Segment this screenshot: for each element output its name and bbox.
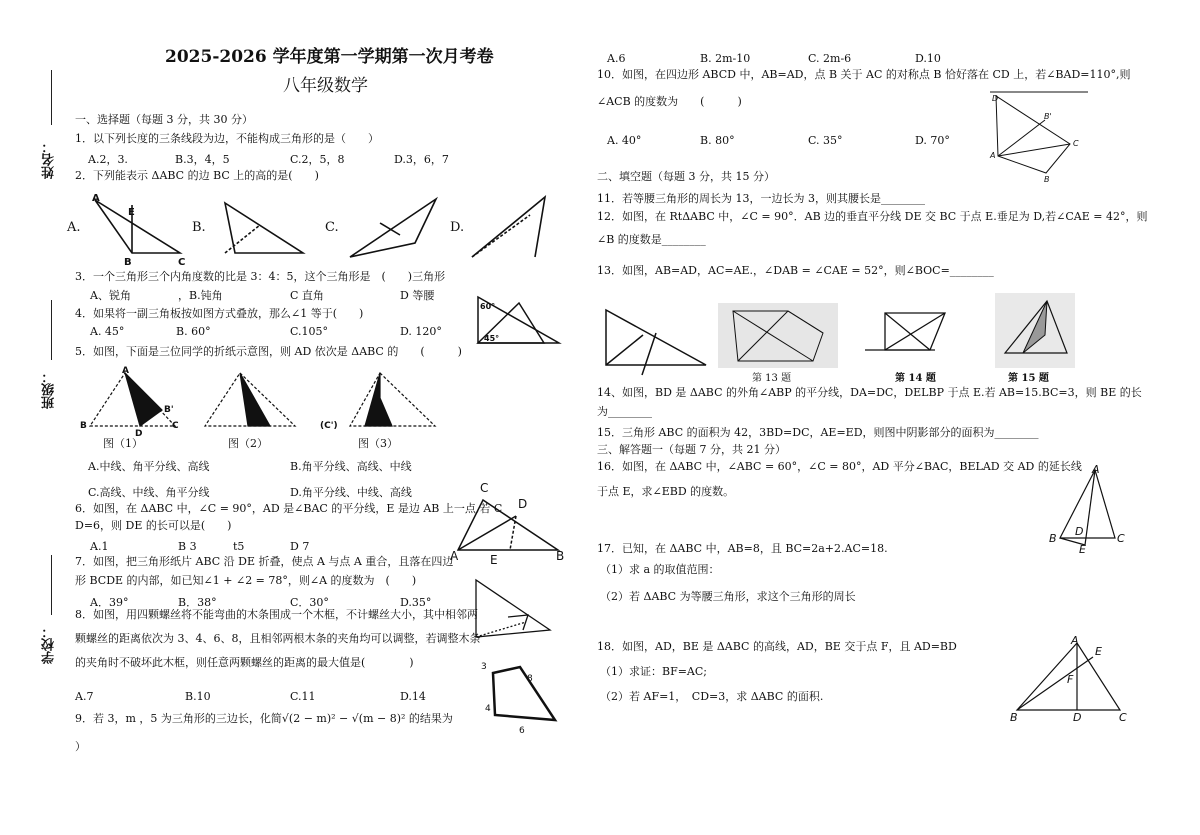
q2-option-d: D. <box>450 220 465 235</box>
binding-line-bottom <box>51 555 52 615</box>
q6-text-line1: 6．如图，在 ΔABC 中，∠C = 90°，AD 是∠BAC 的平分线，E 是边 AB 上一点,若 C <box>75 502 503 515</box>
q10-option-c: C. 35° <box>808 134 843 147</box>
q6-option-d: D 7 <box>290 540 310 553</box>
q13-caption: 第 13 题 <box>752 373 792 384</box>
q18-label-f: F <box>1067 673 1074 686</box>
q7-figure <box>468 575 558 645</box>
q15-figure <box>995 293 1075 368</box>
q8-label-3: 3 <box>481 662 487 672</box>
q13-text: 13．如图，AB=AD，AC=AE.，∠DAB = ∠CAE = 52°，则∠BOC=________ <box>597 264 994 277</box>
q17-text: 17．已知，在 ΔABC 中，AB=8，且 BC=2a+2.AC=18. <box>597 542 888 555</box>
q14-caption: 第 14 题 <box>895 373 936 384</box>
q3-text: 3．一个三角形三个内角度数的比是 3：4：5，这个三角形是 ( )三角形 <box>75 270 446 283</box>
q18-text: 18．如图，AD，BE 是 ΔABC 的高线，AD，BE 交于点 F，且 AD=BD <box>597 640 957 653</box>
q8-text-line3: 的夹角时不破坏此木框，则任意两颗螺丝的距离的最大值是( ) <box>75 656 414 669</box>
q5-option-d: D.角平分线、中线、高线 <box>290 486 412 499</box>
q6-option-b: B 3 <box>178 540 197 553</box>
q7-option-d: D.35° <box>400 596 432 609</box>
q3-option-d: D 等腰 <box>400 289 435 302</box>
q10-text-line2: ∠ACB 的度数为 ( ) <box>597 95 742 108</box>
q5-label-b: B <box>80 421 87 431</box>
q1-option-d: D.3，6，7 <box>394 153 449 166</box>
q8-label-8: 8 <box>527 674 533 684</box>
q5-label-c: C <box>172 421 179 431</box>
q9-option-d: D.10 <box>915 52 941 65</box>
q2-figures <box>60 185 580 270</box>
q14-text-line2: 为________ <box>597 405 652 418</box>
q18-label-c: C <box>1119 711 1127 724</box>
q15-caption: 第 15 题 <box>1008 373 1049 384</box>
q5-caption-3: 图（3） <box>358 437 398 450</box>
q7-option-c: C．30° <box>290 596 329 609</box>
q4-option-c: C.105° <box>290 325 329 338</box>
q8-option-b: B.10 <box>185 690 211 703</box>
q4-text: 4．如果将一副三角板按如图方式叠放，那么∠1 等于( ) <box>75 307 364 320</box>
q3-option-b: ，B.钝角 <box>178 289 223 302</box>
q5-label-d: D <box>135 429 143 439</box>
q17-part-2: （2）若 ΔABC 为等腰三角形，求这个三角形的周长 <box>600 590 856 603</box>
q6-label-b: B <box>556 549 565 563</box>
q10-label-bprime: B' <box>1044 112 1052 121</box>
q8-text-line2: 颗螺丝的距离依次为 3、4、6、8，且相邻两根木条的夹角均可以调整，若调整木条 <box>75 632 481 645</box>
q2-label-e: E <box>128 207 135 218</box>
side-label-name: 姓名： <box>42 140 57 179</box>
q11-text: 11．若等腰三角形的周长为 13，一边长为 3，则其腰长是________ <box>597 192 925 205</box>
q14-figure <box>865 305 955 360</box>
q3-option-c: C 直角 <box>290 289 324 302</box>
q18-label-e: E <box>1095 645 1102 658</box>
q9-option-c: C. 2m-6 <box>808 52 852 65</box>
q13-figure <box>718 303 838 368</box>
q10-text-line1: 10．如图，在四边形 ABCD 中，AB=AD，点 B 关于 AC 的对称点 B 恰好落在 CD 上，若∠BAD=110°,则 <box>597 68 1131 81</box>
q1-text: 1．以下列长度的三条线段为边，不能构成三角形的是（ ） <box>75 132 379 145</box>
q10-option-d: D. 70° <box>915 134 950 147</box>
binding-line-middle <box>51 300 52 360</box>
q16-text-line2: 于点 E，求∠EBD 的度数。 <box>597 485 735 498</box>
q17-part-1: （1）求 a 的取值范围： <box>600 563 720 576</box>
q15-text: 15．三角形 ABC 的面积为 42，3BD=DC，AE=ED，则图中阴影部分的面积为________ <box>597 426 1039 439</box>
q6-label-e: E <box>490 553 498 567</box>
exam-title: 2025-2026 学年度第一学期第一次月考卷 <box>165 47 494 67</box>
section-3-heading: 三、解答题一（每题 7 分，共 21 分） <box>597 443 786 456</box>
q16-label-e: E <box>1079 543 1086 556</box>
q2-option-b: B. <box>192 220 206 235</box>
q8-figure <box>475 655 565 735</box>
q4-label-60: 60° <box>480 302 496 311</box>
q6-figure <box>448 478 573 568</box>
q4-figure <box>474 295 564 355</box>
q10-option-a: A. 40° <box>607 134 642 147</box>
q5-label-cprime: (C') <box>320 421 338 431</box>
q16-label-d: D <box>1075 525 1084 538</box>
q6-label-c: C <box>480 481 489 495</box>
q10-label-c: C <box>1073 139 1079 148</box>
q16-label-a: A <box>1092 463 1100 476</box>
q9-option-b: B. 2m-10 <box>700 52 751 65</box>
q7-option-b: B．38° <box>178 596 217 609</box>
q8-label-4: 4 <box>485 704 491 714</box>
q2-label-a: A <box>92 193 100 204</box>
q18-part-2: （2）若 AF=1， CD=3，求 ΔABC 的面积. <box>600 690 824 703</box>
q5-label-bprime: B' <box>164 405 174 415</box>
q5-caption-1: 图（1） <box>103 437 143 450</box>
q5-option-c: C.高线、中线、角平分线 <box>88 486 210 499</box>
q10-label-d: D <box>992 94 999 103</box>
q8-text-line1: 8．如图，用四颗螺丝将不能弯曲的木条围成一个木框，不计螺丝大小，其中相邻两 <box>75 608 478 621</box>
q7-option-a: A．39° <box>90 596 129 609</box>
q18-figure <box>1005 635 1135 725</box>
q18-label-d: D <box>1073 711 1082 724</box>
q16-label-b: B <box>1049 532 1057 545</box>
q5-option-b: B.角平分线、高线、中线 <box>290 460 412 473</box>
q9-text: 9．若 3，m ，5 为三角形的三边长，化简√(2 − m)² − √(m − 8)² 的结果为 <box>75 712 453 725</box>
q16-text-line1: 16．如图，在 ΔABC 中，∠ABC = 60°，∠C = 80°，AD 平分∠BAC，BELAD 交 AD 的延长线 <box>597 460 1082 473</box>
q6-option-a: A.1 <box>90 540 109 553</box>
exam-subtitle: 八年级数学 <box>283 76 368 96</box>
q4-label-45: 45° <box>484 334 500 343</box>
q5-figures <box>80 366 450 439</box>
q18-part-1: （1）求证：BF=AC; <box>600 665 707 678</box>
q10-label-a: A <box>990 151 996 160</box>
section-2-heading: 二、填空题（每题 3 分，共 15 分） <box>597 170 775 183</box>
side-label-school: 学校： <box>42 625 57 664</box>
q4-option-d: D. 120° <box>400 325 442 338</box>
q3-option-a: A、锐角 <box>90 289 131 302</box>
q5-text: 5．如图，下面是三位同学的折纸示意图，则 AD 依次是 ΔABC 的 ( ) <box>75 345 462 358</box>
q5-caption-2: 图（2） <box>228 437 268 450</box>
q4-option-a: A. 45° <box>90 325 125 338</box>
q7-text-line1: 7．如图，把三角形纸片 ABC 沿 DE 折叠，使点 A 与点 A 重合，且落在四边 <box>75 555 454 568</box>
q5-label-a: A <box>122 366 129 376</box>
q8-label-6: 6 <box>519 726 525 736</box>
q10-option-b: B. 80° <box>700 134 735 147</box>
q16-label-c: C <box>1117 532 1125 545</box>
section-1-heading: 一、选择题（每题 3 分，共 30 分） <box>75 113 253 126</box>
q4-option-b: B. 60° <box>176 325 211 338</box>
q18-label-b: B <box>1010 711 1018 724</box>
side-label-class: 班级： <box>42 370 57 409</box>
q8-option-a: A.7 <box>75 690 94 703</box>
q2-text: 2．下列能表示 ΔABC 的边 BC 上的高的是( ) <box>75 169 319 182</box>
q12-text-line1: 12．如图，在 RtΔABC 中，∠C = 90°．AB 边的垂直平分线 DE 交 BC 于点 E.垂足为 D,若∠CAE = 42°，则 <box>597 210 1148 223</box>
q12-text-line2: ∠B 的度数是________ <box>597 233 706 246</box>
q18-label-a: A <box>1071 634 1079 647</box>
q2-label-b: B <box>124 257 132 268</box>
q14-text-line1: 14、如图，BD 是 ΔABC 的外角∠ABP 的平分线，DA=DC，DELBP 于点 E.若 AB=15.BC=3，则 BE 的长 <box>597 386 1142 399</box>
q2-option-a: A. <box>67 220 81 235</box>
q9-option-a: A.6 <box>607 52 626 65</box>
q16-figure <box>1045 460 1125 555</box>
q6-label-a: A <box>450 549 459 563</box>
binding-line-top <box>51 70 52 125</box>
q1-option-a: A.2，3. <box>88 153 128 166</box>
q6-text-line2: D=6，则 DE 的长可以是( ) <box>75 519 232 532</box>
q10-figure <box>990 88 1090 183</box>
q8-option-c: C.11 <box>290 690 316 703</box>
q1-option-c: C.2，5，8 <box>290 153 345 166</box>
q1-option-b: B.3，4，5 <box>175 153 230 166</box>
q2-label-c: C <box>178 257 186 268</box>
q10-label-b: B <box>1044 175 1050 184</box>
q5-option-a: A.中线、角平分线、高线 <box>88 460 210 473</box>
q9-tail: ） <box>75 740 86 753</box>
q6-option-c: t5 <box>233 540 245 553</box>
q6-label-d: D <box>518 497 528 511</box>
q8-option-d: D.14 <box>400 690 426 703</box>
q7-text-line2: 形 BCDE 的内部，如已知∠1 + ∠2 = 78°，则∠A 的度数为 ( ) <box>75 574 417 587</box>
q2-option-c: C. <box>325 220 339 235</box>
q12-figure <box>598 305 713 380</box>
